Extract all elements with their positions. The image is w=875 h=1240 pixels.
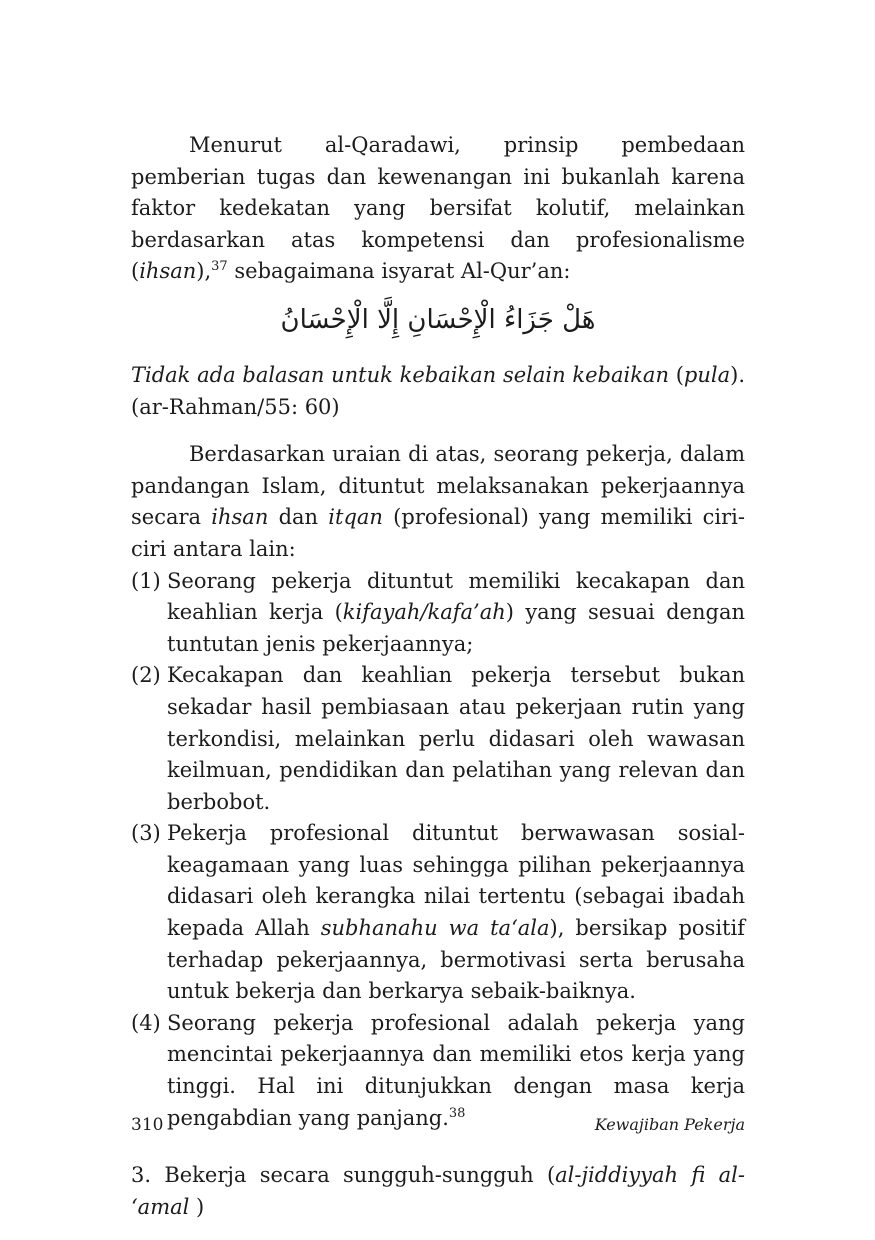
- section-heading: [131, 1160, 745, 1223]
- page-footer: [131, 1115, 745, 1139]
- text: Pekerja profesional dituntut berwawasan sosial-keagamaan yang luas sehingga pilihan pekerjaannya didasari oleh kerangka nilai tertentu (sebagai ibadah kepada Allah: [167, 821, 745, 941]
- text: ): [189, 1194, 205, 1219]
- paragraph-intro: [131, 130, 745, 288]
- list-number: (2): [131, 663, 161, 688]
- page-body: [131, 130, 745, 1223]
- footnote-ref-38[interactable]: 38: [448, 1105, 466, 1121]
- list-item: [131, 660, 745, 818]
- text: sebagaimana isyarat Al-Qur’an:: [227, 259, 571, 284]
- text: Menurut al-Qaradawi, prinsip pembedaan pemberian tugas dan kewenangan ini bukanlah karena faktor kedekatan yang bersifat kolutif, melainkan berdasarkan atas kompetensi dan profesionalisme (: [131, 133, 745, 284]
- text: ) yang sesuai dengan tuntutan jenis pekerjaannya;: [167, 600, 745, 656]
- list-item: [131, 818, 745, 1008]
- paragraph-conclusion: [131, 439, 745, 565]
- verse-translation: [131, 360, 745, 423]
- text: dan: [268, 505, 329, 530]
- list-number: (4): [131, 1010, 161, 1035]
- running-title: Kewajiban Pekerja: [594, 1115, 745, 1134]
- italic-term: kifayah/kafa’ah: [342, 600, 506, 625]
- italic-term: itqan: [328, 505, 383, 530]
- text: ), bersikap positif terhadap pekerjaannya, bermotivasi serta berusaha untuk bekerja dan berkarya sebaik-baiknya.: [167, 916, 745, 1004]
- italic-term: ihsan: [211, 505, 269, 530]
- text: Kecakapan dan keahlian pekerja tersebut bukan sekadar hasil pembiasaan atau pekerjaan rutin yang terkondisi, melainkan perlu didasari oleh wawasan keilmuan, pendidikan dan pelatihan yang relevan dan berbobot.: [167, 663, 745, 814]
- italic-term: ihsan: [139, 259, 197, 284]
- italic-term: subhanahu wa ta‘ala: [320, 916, 550, 941]
- list-number: (3): [131, 821, 161, 846]
- text: Berdasarkan uraian di atas, seorang pekerja, dalam pandangan Islam, dituntut melaksanakan pekerjaannya secara: [131, 442, 745, 530]
- characteristics-list: [131, 566, 745, 1135]
- translation-italic: Tidak ada balasan untuk kebaikan selain kebaikan: [131, 362, 669, 387]
- arabic-verse: هَلْ جَزَاءُ الْإِحْسَانِ إِلَّا الْإِحْسَانُ: [280, 304, 596, 335]
- text: Seorang pekerja dituntut memiliki kecakapan dan keahlian kerja (: [167, 568, 745, 625]
- text: (profesional) yang memiliki ciri-ciri antara lain:: [131, 505, 745, 561]
- text: 3. Bekerja secara sungguh-sungguh (: [131, 1163, 556, 1188]
- translation-italic: pula: [683, 362, 731, 387]
- text: Seorang pekerja profesional adalah pekerja yang mencintai pekerjaannya dan memiliki etos kerja yang tinggi. Hal ini ditunjukkan dengan masa kerja pengabdian yang panjang.: [167, 1010, 745, 1130]
- italic-term: al-jiddiyyah fi al- ‘amal: [131, 1163, 745, 1219]
- list-number: (1): [131, 568, 161, 593]
- footnote-ref-37[interactable]: 37: [211, 259, 228, 275]
- list-item: [131, 566, 745, 661]
- text: ),: [196, 259, 212, 284]
- text: (: [668, 362, 684, 387]
- verse-reference: ). (ar-Rahman/55: 60): [131, 362, 745, 419]
- page-number: 310: [131, 1115, 164, 1135]
